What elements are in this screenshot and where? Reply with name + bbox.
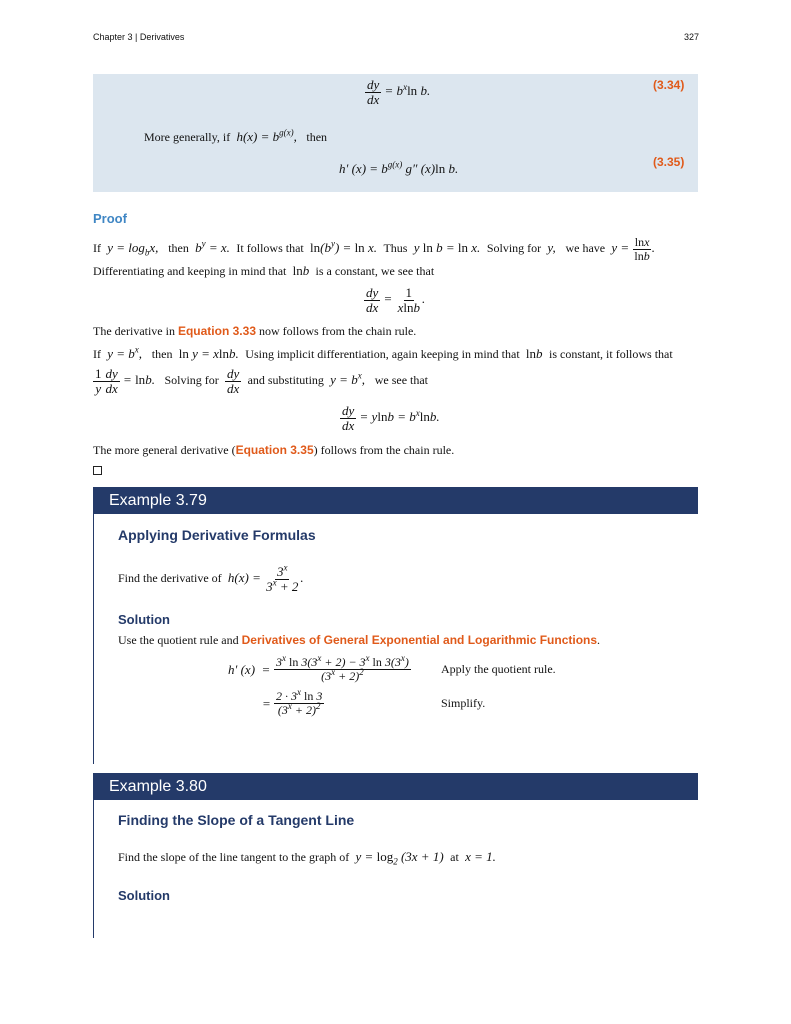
qed-symbol — [93, 466, 102, 475]
equation-3-34: $\frac{dy}{dx}$ = $b^x\ln$ b. — [367, 77, 431, 107]
derivatives-link[interactable]: Derivatives of General Exponential and Logarithmic Functions — [241, 633, 598, 647]
more-generally-text: More generally, if $h(x) = b^{g(x)}$, then — [144, 127, 328, 144]
example-3-79-title: Applying Derivative Formulas — [118, 527, 316, 543]
example-3-79-label: Example 3.79 — [109, 492, 207, 509]
example-3-80-title: Finding the Slope of a Tangent Line — [118, 812, 355, 828]
equation-3-35-link[interactable]: Equation 3.35 — [235, 443, 314, 457]
proof-line-1: If $y = \log_bx$, then $b^y = x$. It follows that $\ln(b^y) = \ln x$. Thus y ln b = ln x. Solving for y, we have y = $\frac{\ln x}{\ln b}$ . — [93, 235, 656, 263]
proof-equation-1: $\frac{dy}{dx}$ = $\frac{1}{xlnb}$ . — [366, 285, 426, 315]
derivative-eq-sign: = — [262, 696, 271, 711]
proof-line-6: The more general derivative (Equation 3.35) follows from the chain rule. — [93, 443, 455, 457]
proof-heading: Proof — [93, 211, 127, 226]
example-3-80-problem: Find the slope of the line tangent to the graph of $y = \log_2 (3x + 1)$ at x = 1. — [118, 849, 496, 867]
running-header-chapter: Chapter 3 | Derivatives — [93, 32, 185, 42]
example-3-79-rule — [93, 514, 94, 764]
proof-line-2: Differentiating and keeping in mind that lnb is a constant, we see that — [93, 263, 435, 278]
example-3-79-solution-heading: Solution — [118, 612, 170, 627]
proof-equation-2: $\frac{dy}{dx}$ = $ylnb = b^x\ln b$. — [342, 403, 440, 433]
equation-number-3-34: (3.34) — [653, 78, 685, 92]
example-3-79-header — [93, 487, 698, 514]
proof-line-3: The derivative in Equation 3.33 now follows from the chain rule. — [93, 324, 417, 338]
example-3-80-header — [93, 773, 698, 800]
derivative-step-1: $\frac{3^x \ln 3(3^x + 2) - 3^x \ln 3(3^x)}{(3^x + 2)^2}$ — [276, 653, 409, 683]
equation-3-33-link[interactable]: Equation 3.33 — [177, 324, 256, 338]
proof-line-5: $\frac{1}{y}$ $\frac{dy}{dx}$ = lnb. Solving for $\frac{dy}{dx}$ and substituting $y = b^x$, we see that — [95, 366, 429, 396]
example-3-79-problem: Find the derivative of h(x) = $\frac{3^x}{3^x + 2}$ . — [118, 562, 304, 594]
example-3-80-label: Example 3.80 — [109, 778, 207, 795]
example-3-79-solution-text: Use the quotient rule and Derivatives of General Exponential and Logarithmic Functions. — [118, 633, 601, 647]
step-2-note: Simplify. — [441, 696, 486, 710]
equation-3-35: h′ $(x) = b^{g(x)}$ g″ (x)ln b. — [339, 159, 459, 176]
page-number: 327 — [684, 32, 700, 42]
equation-number-3-35: (3.35) — [653, 155, 685, 169]
example-3-80-rule — [93, 800, 94, 938]
proof-line-4: If $y = b^x$, then ln y = xlnb. Using implicit differentiation, again keeping in mind that lnb is constant, it follows that — [93, 344, 673, 361]
derivative-lhs: h′ (x) = — [228, 662, 271, 677]
step-1-note: Apply the quotient rule. — [441, 662, 556, 676]
derivative-step-2: $\frac{2 \cdot 3^x \ln 3}{(3^x + 2)^2}$ — [276, 687, 323, 717]
example-3-80-solution-heading: Solution — [118, 888, 170, 903]
theorem-box — [93, 74, 698, 192]
